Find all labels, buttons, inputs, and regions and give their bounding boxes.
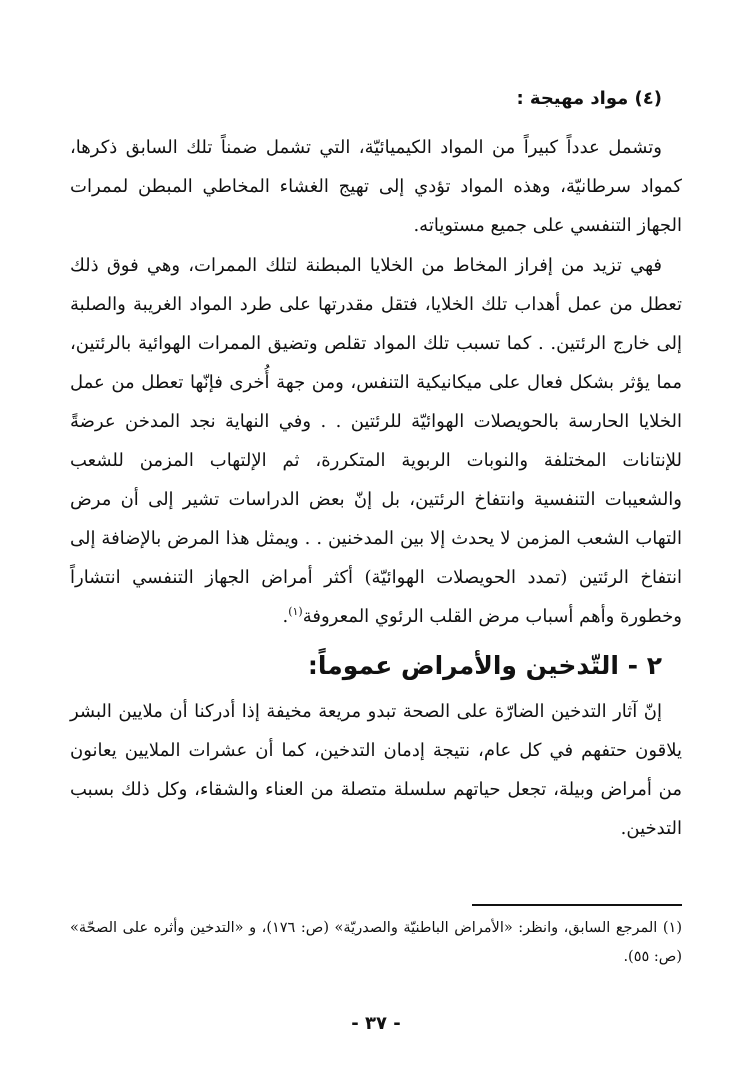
footnote-divider: [472, 904, 682, 906]
paragraph-3: إنّ آثار التدخين الضارّة على الصحة تبدو مريعة مخيفة إذا أدركنا أن ملايين البشر يلاقون حتفهم في كل عام، نتيجة إدمان التدخين، كما أن عشرات الملايين يعانون من أمراض وبيلة، تجعل حياتهم سلسلة متصلة من العناء والشقاء، وكل ذلك بسبب التدخين.: [70, 701, 682, 839]
paragraph-2: [70, 246, 682, 636]
paragraph-2-end: .: [282, 606, 289, 627]
page-body: [70, 80, 682, 848]
subheading-irritants: (٤) مواد مهيجة :: [516, 88, 662, 109]
paragraph-2-text: فهي تزيد من إفراز المخاط من الخلايا المبطنة لتلك الممرات، وهي فوق ذلك تعطل من عمل أهداب تلك الخلايا، فتقل مقدرتها على طرد المواد الغريبة والصلبة إلى خارج الرئتين. . كما تسبب تلك المواد تقلص وتضيق الممرات الهوائية بالرئتين، مما يؤثر بشكل فعال على ميكانيكية التنفس، ومن جهة أُخرى فإنّها تعطل من عمل الخلايا الحارسة بالحويصلات الهوائيّة للرئتين . . وفي النهاية نجد المدخن عرضةً للإنتانات المختلفة والنوبات الربوية المتكررة، ثم الإلتهاب المزمن للشعب والشعيبات التنفسية وانتفاخ الرئتين، بل إنّ بعض الدراسات تشير إلى أن مرض التهاب الشعب المزمن لا يحدث إلا بين المدخنين . . ويمثل هذا المرض بالإضافة إلى انتفاخ الرئتين (تمدد الحويصلات الهوائيّة) أكثر أمراض الجهاز التنفسي انتشاراً وخطورة وأهم أسباب مرض القلب الرئوي المعروفة: [70, 255, 682, 627]
page-number: - ٣٧ -: [351, 1013, 401, 1034]
section-heading-smoking-diseases: ٢ - التّدخين والأمراض عموماً:: [307, 651, 662, 680]
footnote-reference: (١): [288, 605, 303, 618]
paragraph-1: وتشمل عدداً كبيراً من المواد الكيميائيّة، التي تشمل ضمناً تلك السابق ذكرها، كمواد سرطانيّة، وهذه المواد تؤدي إلى تهيج الغشاء المخاطي المبطن لممرات الجهاز التنفسي على جميع مستوياته.: [70, 137, 682, 236]
footnote: (١) المرجع السابق، وانظر: «الأمراض الباطنيّة والصدريّة» (ص: ١٧٦)، و «التدخين وأثره على الصحّة» (ص: ٥٥).: [70, 920, 683, 965]
